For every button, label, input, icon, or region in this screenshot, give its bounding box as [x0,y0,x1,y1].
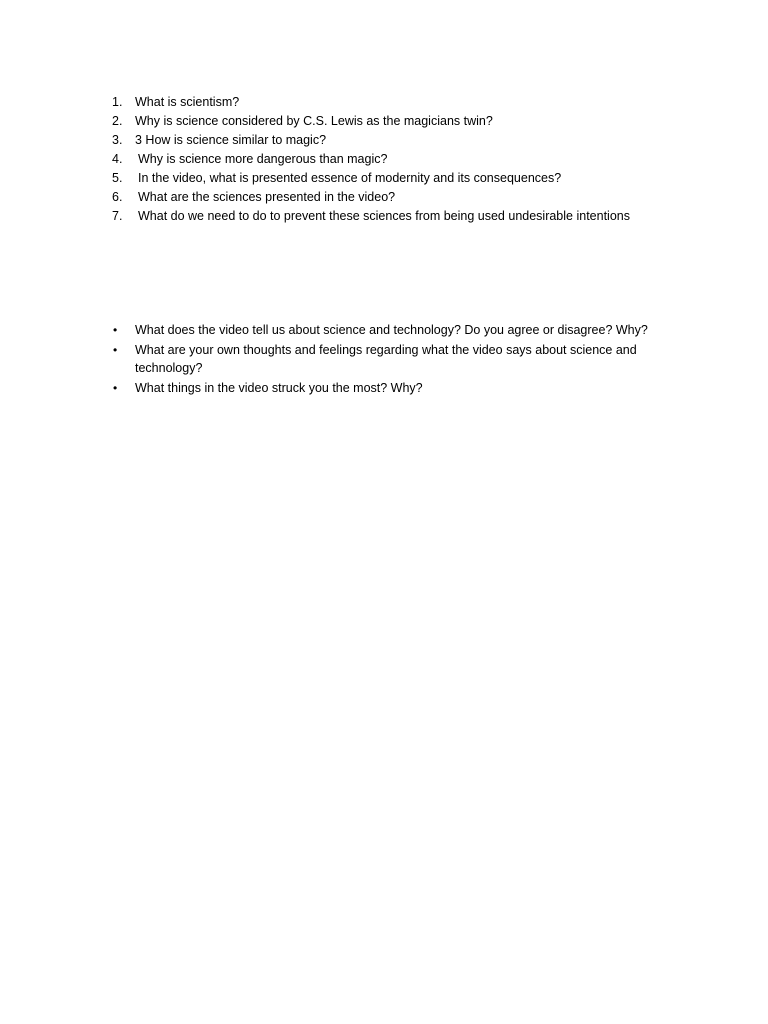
item-text: Why is science more dangerous than magic? [138,152,388,166]
item-number: 7. [112,209,123,223]
item-number: 1. [112,95,123,109]
list-item [112,131,712,150]
list-item [112,169,712,188]
item-number: 4. [112,152,123,166]
item-text: What does the video tell us about science and technology? Do you agree or disagree? Why? [135,323,648,337]
item-text: In the video, what is presented essence of modernity and its consequences? [138,171,562,185]
list-item [112,207,712,226]
item-text: What are the sciences presented in the video? [138,190,396,204]
item-text: What is scientism? [135,95,240,109]
item-number: 3. [112,133,123,147]
numbered-question-list [112,93,712,226]
item-number: 6. [112,190,123,204]
bullet-icon: • [113,380,118,395]
item-text: What things in the video struck you the most? Why? [135,380,423,395]
reflection-prompt-list [112,321,672,398]
list-item [112,341,672,378]
list-item [112,379,672,398]
item-number: 5. [112,171,123,185]
list-item [112,188,712,207]
list-item [112,150,712,169]
item-text: 3 How is science similar to magic? [135,133,327,147]
item-number: 2. [112,114,123,128]
bullet-icon: • [113,342,118,357]
list-item [112,112,712,131]
item-text: What are your own thoughts and feelings regarding what the video says about science and technology? [135,342,637,375]
item-text: What do we need to do to prevent these sciences from being used undesirable intentions [138,209,630,223]
bullet-icon: • [113,323,118,337]
item-text: Why is science considered by C.S. Lewis as the magicians twin? [135,114,493,128]
list-item [112,321,672,340]
list-item [112,93,712,112]
